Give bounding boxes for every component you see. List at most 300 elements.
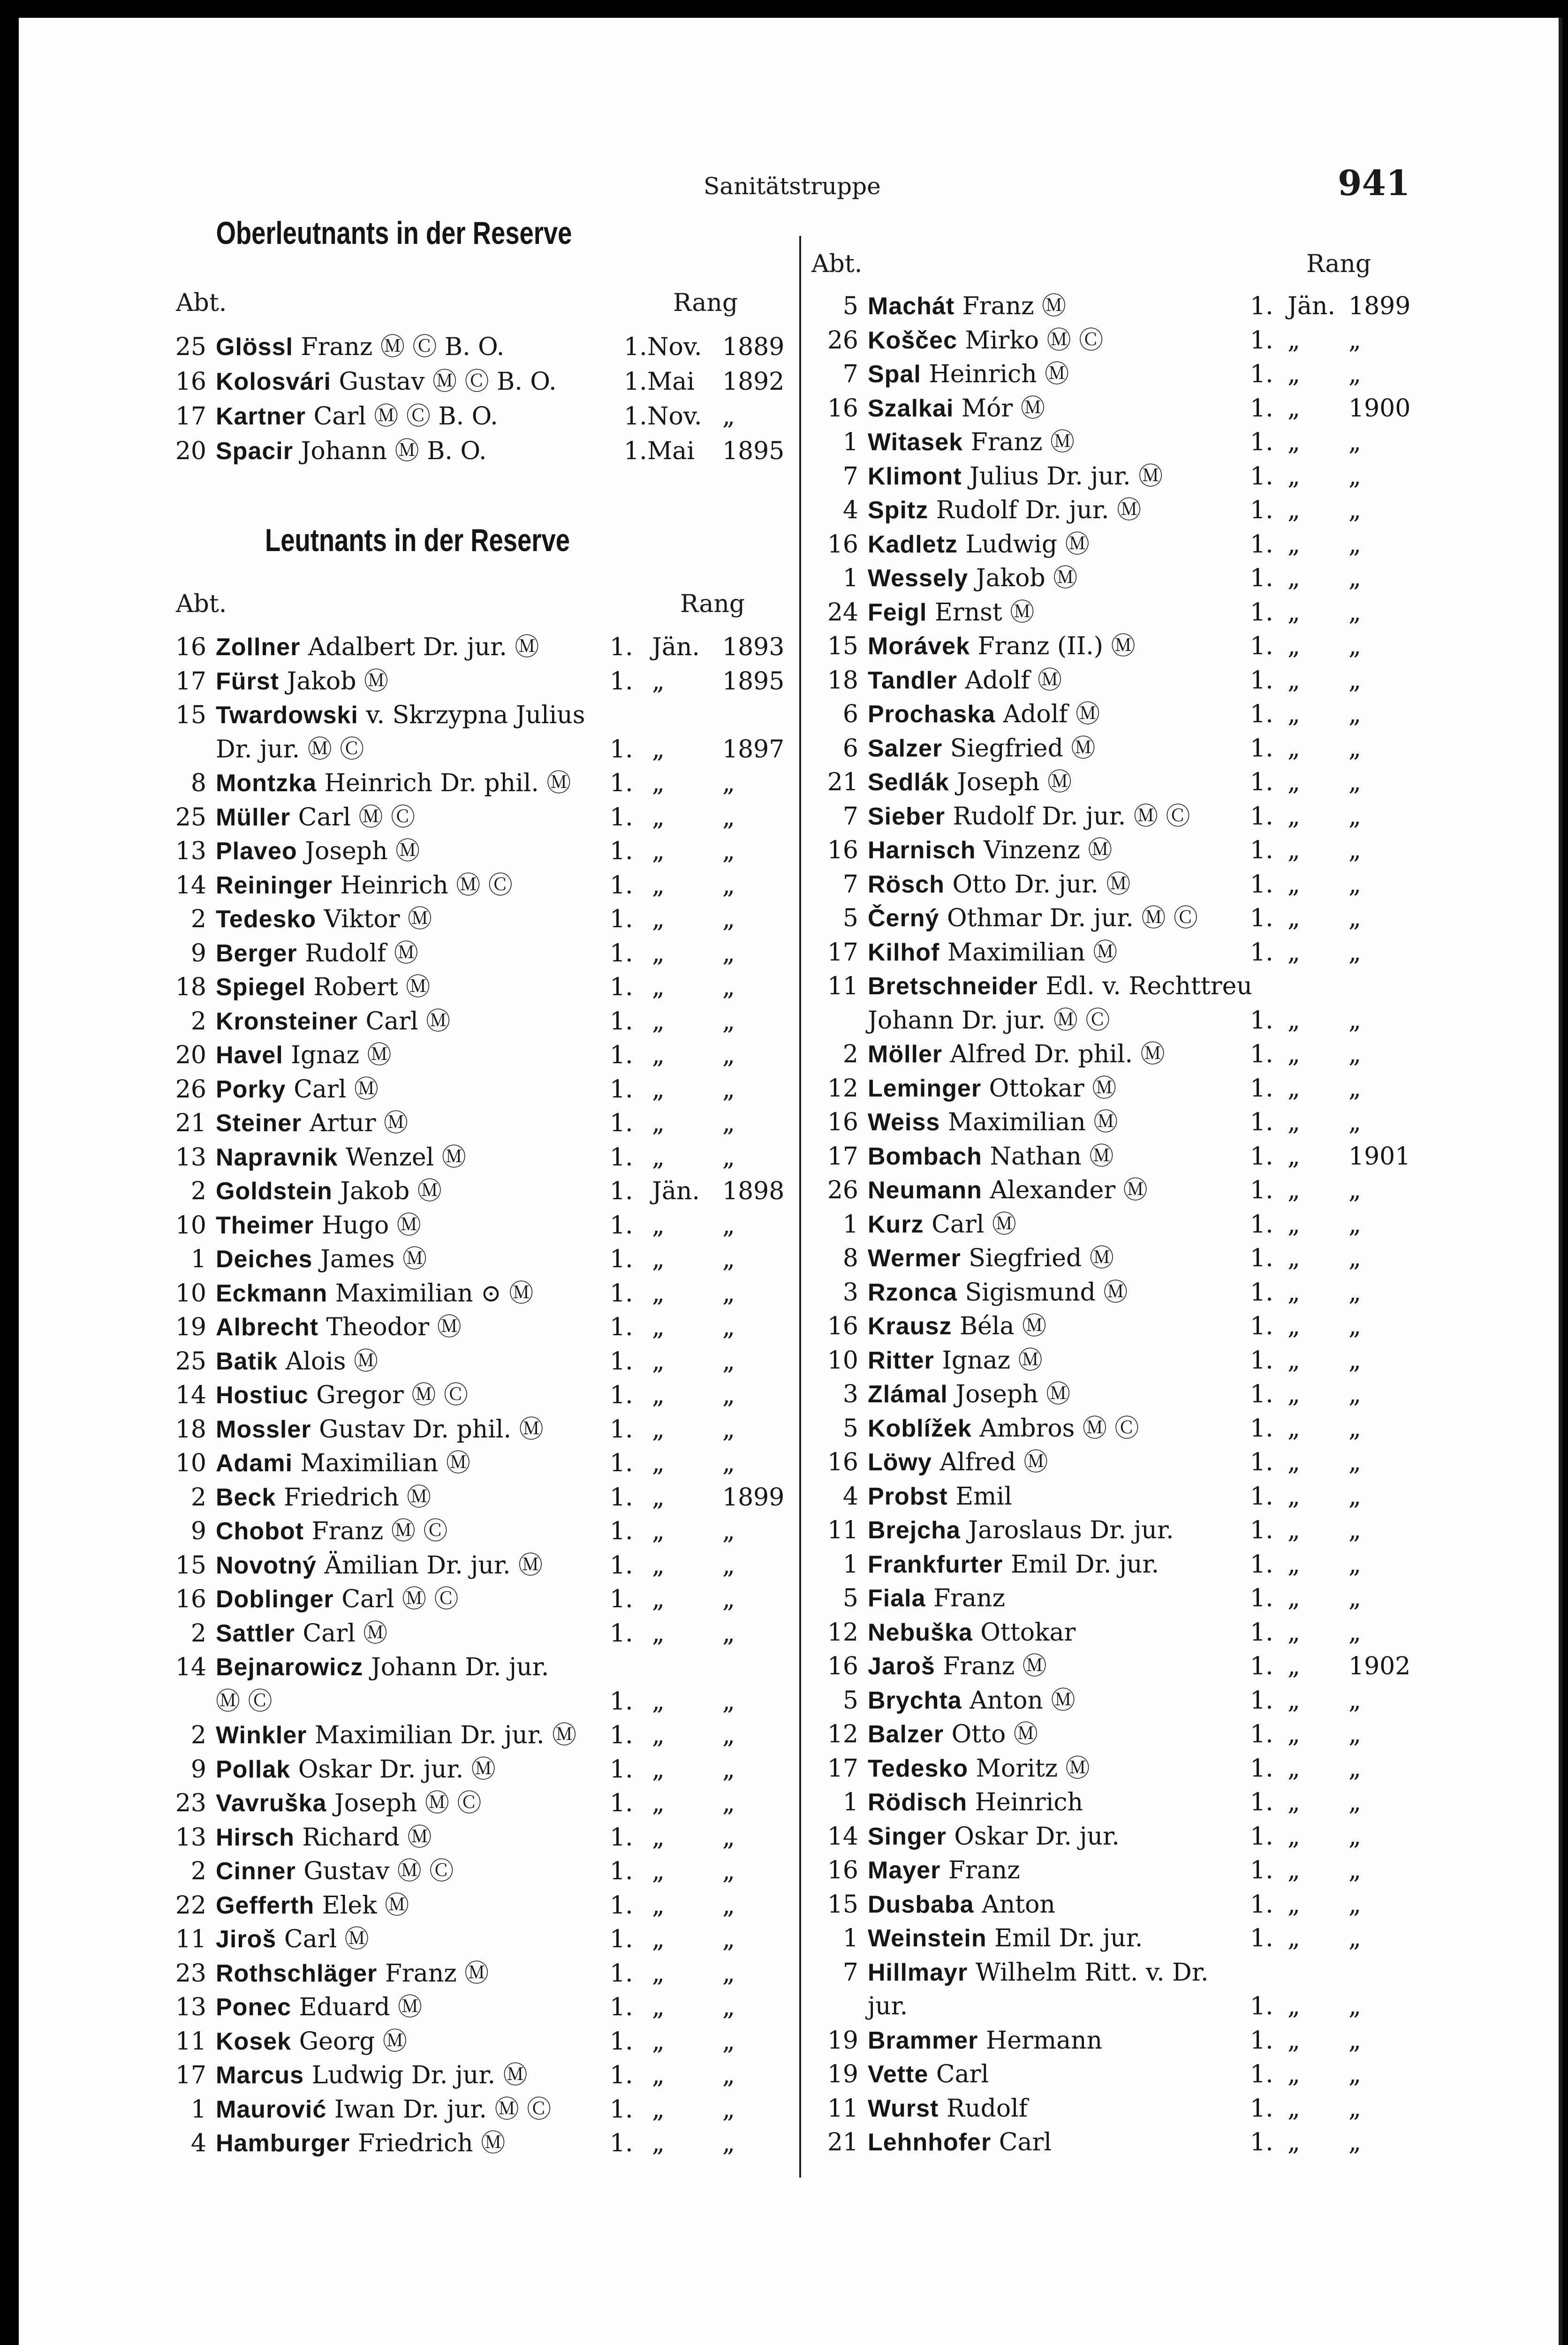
abteilung-number: 16 xyxy=(827,1652,858,1680)
given-name-and-marks: Carl Ⓜ xyxy=(365,1007,451,1036)
given-name-and-marks: Carl Ⓜ Ⓒ xyxy=(341,1585,459,1613)
rank-day: 1. xyxy=(610,1891,633,1920)
abteilung-number: 11 xyxy=(827,2094,858,2123)
rank-year: „ xyxy=(1348,1346,1361,1375)
rank-year: „ xyxy=(1348,1856,1361,1884)
abteilung-number: 22 xyxy=(175,1891,206,1920)
rank-year: „ xyxy=(722,1551,735,1580)
surname: Napravnik xyxy=(216,1143,338,1171)
rank-year: „ xyxy=(722,1993,735,2021)
surname: Neumann xyxy=(868,1177,982,1204)
person-name xyxy=(216,1140,466,1175)
rank-day: 1. xyxy=(1250,1346,1273,1375)
rank-month: „ xyxy=(1288,1414,1300,1443)
person-name xyxy=(216,1412,544,1447)
rank-month: „ xyxy=(1288,496,1300,524)
rank-year: 1895 xyxy=(722,437,785,465)
abteilung-number: 2 xyxy=(190,1857,206,1885)
given-name-and-marks: Heinrich xyxy=(975,1788,1083,1816)
rank-day: 1. xyxy=(610,803,633,832)
abteilung-number: 12 xyxy=(827,1618,858,1647)
given-name-and-marks: Franz Ⓜ Ⓒ B. O. xyxy=(301,333,505,361)
rank-year: „ xyxy=(722,2129,735,2157)
rank-year: 1889 xyxy=(722,333,785,361)
rank-year: „ xyxy=(722,1755,735,1784)
rank-month: „ xyxy=(1288,2128,1300,2156)
rank-day: 1. xyxy=(1250,1516,1273,1544)
rank-day: 1. xyxy=(610,633,633,661)
surname: Zollner xyxy=(216,634,301,661)
rank-month: „ xyxy=(652,803,665,832)
person-name xyxy=(868,289,1066,324)
person-name xyxy=(868,561,1077,596)
rank-year: 1899 xyxy=(1348,292,1411,320)
given-name-and-marks: Wilhelm Ritt. v. Dr. xyxy=(975,1958,1209,1987)
abteilung-number: 16 xyxy=(827,530,858,559)
given-name-and-marks: Adolf Ⓜ xyxy=(965,666,1062,695)
given-name-and-marks: Hugo Ⓜ xyxy=(321,1211,421,1240)
rank-day: 1. xyxy=(624,402,647,431)
rank-day: 1. xyxy=(1250,700,1273,728)
abteilung-number: 6 xyxy=(842,734,858,763)
rank-day: 1. xyxy=(1250,1584,1273,1612)
person-name xyxy=(868,1887,1055,1922)
abteilung-number: 10 xyxy=(175,1279,206,1308)
rank-year: „ xyxy=(722,1721,735,1749)
surname: Kurz xyxy=(868,1210,924,1238)
surname: Lehnhofer xyxy=(868,2129,992,2156)
rank-month: „ xyxy=(1288,2094,1300,2123)
person-name xyxy=(868,1819,1120,1854)
rank-month: „ xyxy=(652,735,665,764)
rank-year: „ xyxy=(722,1891,735,1920)
given-name-and-marks: Béla Ⓜ xyxy=(959,1312,1047,1340)
surname: Feigl xyxy=(868,598,927,626)
running-title: Sanitätstruppe xyxy=(704,173,881,200)
given-name-and-marks: Emil Dr. jur. xyxy=(994,1924,1143,1952)
rank-month: „ xyxy=(652,1517,665,1545)
rank-day: 1. xyxy=(1250,1550,1273,1579)
rank-day: 1. xyxy=(1250,734,1273,763)
rank-month: „ xyxy=(652,1721,665,1749)
given-name-and-marks: Carl Ⓜ xyxy=(932,1210,1016,1239)
given-name-and-marks: Joseph Ⓜ xyxy=(305,837,420,865)
rank-month: Nov. xyxy=(647,402,702,431)
rank-month: „ xyxy=(1288,1074,1300,1103)
person-name xyxy=(216,2058,528,2093)
person-name xyxy=(868,1921,1143,1956)
rank-month: „ xyxy=(1288,1142,1300,1171)
given-name-and-marks: Elek Ⓜ xyxy=(322,1891,409,1920)
rank-month: Jän. xyxy=(1288,292,1335,320)
rank-year: „ xyxy=(722,1347,735,1376)
person-name xyxy=(216,1276,533,1311)
person-name xyxy=(216,1072,379,1107)
abteilung-number: 16 xyxy=(827,1108,858,1136)
abteilung-number: 26 xyxy=(827,326,858,355)
rank-year: „ xyxy=(722,1143,735,1172)
person-name xyxy=(216,1310,462,1345)
given-name-and-marks: Robert Ⓜ xyxy=(313,973,431,1001)
person-name xyxy=(216,630,539,665)
given-name-and-marks: v. Skrzypna Julius xyxy=(366,701,585,729)
surname: Mayer xyxy=(868,1857,941,1884)
surname: Deiches xyxy=(216,1246,313,1273)
abteilung-number: 13 xyxy=(175,1143,206,1172)
person-name xyxy=(216,1174,442,1209)
given-name-and-marks: Maximilian Dr. jur. Ⓜ xyxy=(314,1721,577,1749)
document-page xyxy=(19,18,1559,2345)
abteilung-number: 17 xyxy=(827,1754,858,1783)
rank-day: 1. xyxy=(610,1619,633,1648)
abteilung-number: 8 xyxy=(842,1244,858,1272)
rank-day: 1. xyxy=(1250,1992,1273,2020)
abteilung-number: 16 xyxy=(175,368,206,396)
person-name xyxy=(216,399,498,434)
rank-year: „ xyxy=(1348,768,1361,796)
given-name-and-marks: Edl. v. Rechttreu xyxy=(1045,972,1252,1000)
person-name xyxy=(868,1003,1110,1038)
rank-month: „ xyxy=(1288,1618,1300,1647)
surname: Kosek xyxy=(216,2027,292,2055)
right-rang-header: Rang xyxy=(1306,250,1371,278)
rank-day: 1. xyxy=(610,1177,633,1205)
rank-month: „ xyxy=(1288,1448,1300,1476)
rank-day: 1. xyxy=(610,1687,633,1716)
rank-year: „ xyxy=(1348,1618,1361,1647)
rank-day: 1. xyxy=(610,1959,633,1988)
rank-month: „ xyxy=(1288,1686,1300,1715)
surname: Kolosvári xyxy=(216,368,331,395)
surname: Porky xyxy=(216,1075,286,1103)
abteilung-number: 4 xyxy=(842,496,858,524)
surname: Kilhof xyxy=(868,938,940,966)
person-name xyxy=(868,629,1136,664)
surname: Hamburger xyxy=(216,2130,350,2157)
rank-month: „ xyxy=(1288,1278,1300,1307)
abteilung-number: 5 xyxy=(842,1584,858,1612)
abteilung-number: 9 xyxy=(190,1755,206,1784)
rank-day: 1. xyxy=(1250,1278,1273,1307)
surname: Spitz xyxy=(868,497,929,524)
rank-year: „ xyxy=(1348,1584,1361,1612)
person-name xyxy=(868,697,1100,732)
surname: Batik xyxy=(216,1347,278,1375)
rank-year: „ xyxy=(1348,326,1361,355)
person-name xyxy=(868,799,1190,834)
rank-year: „ xyxy=(1348,1278,1361,1307)
rank-year: „ xyxy=(1348,700,1361,728)
given-name-and-marks: Jakob Ⓜ xyxy=(976,564,1078,592)
given-name-and-marks: Ignaz Ⓜ xyxy=(291,1041,392,1069)
rank-day: 1. xyxy=(610,1517,633,1545)
rank-month: „ xyxy=(1288,1584,1300,1612)
surname: Singer xyxy=(868,1823,947,1850)
rank-year: „ xyxy=(722,1245,735,1273)
rank-year: „ xyxy=(1348,2094,1361,2123)
abteilung-number: 10 xyxy=(175,1211,206,1240)
surname: Brejcha xyxy=(868,1517,961,1544)
surname: Doblinger xyxy=(216,1586,334,1613)
abteilung-number: 18 xyxy=(827,666,858,695)
person-name xyxy=(216,1582,459,1617)
rank-month: „ xyxy=(1288,1210,1300,1239)
person-name xyxy=(216,434,487,469)
person-name xyxy=(216,936,418,971)
given-name-and-marks: Eduard Ⓜ xyxy=(299,1993,423,2021)
surname: Kartner xyxy=(216,403,306,430)
surname: Hillmayr xyxy=(868,1959,968,1986)
person-name xyxy=(868,901,1198,936)
abteilung-number: 2 xyxy=(190,1483,206,1512)
surname: Rothschläger xyxy=(216,1959,378,1987)
given-name-and-marks: Gustav Ⓜ Ⓒ B. O. xyxy=(339,368,557,396)
given-name-and-marks: Emil xyxy=(955,1482,1012,1511)
given-name-and-marks: Sigismund Ⓜ xyxy=(965,1278,1128,1307)
rank-year: „ xyxy=(1348,1312,1361,1340)
abteilung-number: 25 xyxy=(175,803,206,832)
rank-month: „ xyxy=(1288,1890,1300,1919)
person-name xyxy=(216,2126,505,2161)
given-name-and-marks: Rudolf Ⓜ xyxy=(305,939,418,968)
person-name xyxy=(216,1038,392,1073)
person-name xyxy=(868,833,1112,868)
abteilung-number: 2 xyxy=(190,1721,206,1749)
person-name xyxy=(868,1105,1118,1140)
abteilung-number: 14 xyxy=(175,1653,206,1681)
abteilung-number: 17 xyxy=(175,402,206,431)
rank-month: „ xyxy=(652,2129,665,2157)
abteilung-number: 6 xyxy=(842,700,858,728)
rank-year: 1899 xyxy=(722,1483,785,1512)
abteilung-number: 1 xyxy=(842,1788,858,1816)
person-name xyxy=(868,1445,1048,1480)
rank-month: „ xyxy=(1288,1040,1300,1068)
rank-month: „ xyxy=(652,939,665,968)
abteilung-number: 4 xyxy=(190,2129,206,2157)
given-name-and-marks: Friedrich Ⓜ xyxy=(283,1483,432,1512)
rank-month: „ xyxy=(652,973,665,1001)
surname: Tandler xyxy=(868,666,957,694)
abteilung-number: 23 xyxy=(175,1789,206,1817)
abteilung-number: 15 xyxy=(175,701,206,729)
right-abt-header: Abt. xyxy=(811,250,863,278)
surname: Plaveo xyxy=(216,838,297,865)
rank-year: „ xyxy=(1348,802,1361,831)
given-name-and-marks: Alfred Ⓜ xyxy=(939,1448,1048,1476)
surname: Mossler xyxy=(216,1415,311,1443)
rank-month: „ xyxy=(1288,1924,1300,1952)
rank-month: „ xyxy=(652,1347,665,1376)
rank-month: „ xyxy=(1288,836,1300,864)
rank-month: „ xyxy=(652,1891,665,1920)
person-name xyxy=(216,1616,387,1651)
surname: Sieber xyxy=(868,802,945,830)
rank-day: 1. xyxy=(610,1381,633,1409)
surname: Witasek xyxy=(868,429,963,456)
person-name xyxy=(868,493,1141,528)
given-name-and-marks: Theodor Ⓜ xyxy=(326,1313,462,1341)
rank-month: „ xyxy=(1288,1754,1300,1783)
surname: Spacir xyxy=(216,438,293,465)
surname: Albrecht xyxy=(216,1314,318,1341)
person-name xyxy=(868,1989,908,2024)
rank-day: 1. xyxy=(610,1245,633,1273)
person-name xyxy=(868,1139,1114,1174)
abteilung-number: 2 xyxy=(190,905,206,933)
surname: Bretschneider xyxy=(868,973,1038,1000)
given-name-and-marks: Ottokar xyxy=(980,1618,1076,1647)
given-name-and-marks: Jakob Ⓜ xyxy=(287,667,389,696)
rank-year: „ xyxy=(1348,1516,1361,1544)
surname: Adami xyxy=(216,1450,293,1477)
rank-month: „ xyxy=(1288,1380,1300,1408)
rank-day: 1. xyxy=(1250,1822,1273,1851)
rank-day: 1. xyxy=(1250,2094,1273,2123)
abteilung-number: 17 xyxy=(175,2061,206,2089)
given-name-and-marks: Othmar Dr. jur. Ⓜ Ⓒ xyxy=(947,904,1198,932)
surname: Brychta xyxy=(868,1687,962,1714)
person-name xyxy=(868,2057,989,2092)
abteilung-number: 25 xyxy=(175,1347,206,1376)
person-name xyxy=(216,1684,273,1719)
given-name-and-marks: Carl Ⓜ xyxy=(294,1075,379,1104)
rank-year: „ xyxy=(1348,1482,1361,1511)
rank-year: „ xyxy=(1348,1550,1361,1579)
abteilung-number: 12 xyxy=(827,1074,858,1103)
rank-month: „ xyxy=(1288,734,1300,763)
rank-year: „ xyxy=(1348,1720,1361,1748)
surname: Brammer xyxy=(868,2027,978,2054)
rank-day: 1. xyxy=(1250,360,1273,388)
abteilung-number: 23 xyxy=(175,1959,206,1988)
surname: Dusbaba xyxy=(868,1891,974,1918)
surname: Hostiuc xyxy=(216,1382,309,1409)
surname: Winkler xyxy=(216,1722,307,1749)
rank-day: 1. xyxy=(610,1823,633,1852)
person-name xyxy=(216,1922,369,1957)
person-name xyxy=(868,1275,1128,1310)
abteilung-number: 16 xyxy=(827,1856,858,1884)
given-name-and-marks: Rudolf Dr. jur. Ⓜ Ⓒ xyxy=(953,802,1190,831)
rank-day: 1. xyxy=(610,1993,633,2021)
rank-year: „ xyxy=(1348,2026,1361,2055)
rank-year: „ xyxy=(1348,666,1361,695)
given-name-and-marks: Johann Dr. jur. Ⓜ Ⓒ xyxy=(868,1006,1110,1035)
surname: Balzer xyxy=(868,1721,944,1748)
rank-day: 1. xyxy=(1250,496,1273,524)
rank-month: „ xyxy=(1288,394,1300,423)
given-name-and-marks: Franz Ⓜ xyxy=(943,1652,1047,1680)
rank-month: „ xyxy=(1288,1516,1300,1544)
given-name-and-marks: Adalbert Dr. jur. Ⓜ xyxy=(308,633,539,661)
given-name-and-marks: Ambros Ⓜ Ⓒ xyxy=(979,1414,1139,1443)
surname: Wurst xyxy=(868,2095,939,2122)
abteilung-number: 16 xyxy=(175,633,206,661)
surname: Marcus xyxy=(216,2062,304,2089)
person-name xyxy=(216,1480,431,1515)
given-name-and-marks: Siegfried Ⓜ xyxy=(969,1244,1114,1272)
surname: Jaroš xyxy=(868,1653,935,1680)
rank-month: „ xyxy=(652,1381,665,1409)
surname: Vette xyxy=(868,2061,929,2088)
person-name xyxy=(216,364,556,399)
rank-day: 1. xyxy=(610,1143,633,1172)
surname: Hirsch xyxy=(216,1823,295,1851)
rank-month: „ xyxy=(652,871,665,900)
surname: Ritter xyxy=(868,1346,934,1374)
person-name xyxy=(216,698,585,733)
abteilung-number: 15 xyxy=(827,1890,858,1919)
rank-day: 1. xyxy=(1250,632,1273,660)
leutnants-abt-header: Abt. xyxy=(176,590,227,618)
abteilung-number: 17 xyxy=(827,938,858,967)
rank-month: „ xyxy=(652,905,665,933)
surname: Weinstein xyxy=(868,1925,987,1952)
surname: Machát xyxy=(868,293,955,320)
rank-month: „ xyxy=(1288,462,1300,491)
surname: Wermer xyxy=(868,1245,961,1272)
abteilung-number: 17 xyxy=(175,667,206,696)
rank-year: 1892 xyxy=(722,368,785,396)
abteilung-number: 24 xyxy=(827,598,858,627)
rank-month: „ xyxy=(1288,1856,1300,1884)
abteilung-number: 19 xyxy=(827,2060,858,2088)
abteilung-number: 7 xyxy=(842,360,858,388)
rank-year: „ xyxy=(722,769,735,797)
oberleutnants-abt-header: Abt. xyxy=(176,289,227,317)
rank-year: 1900 xyxy=(1348,394,1411,423)
rank-month: „ xyxy=(652,837,665,865)
rank-year: „ xyxy=(1348,1074,1361,1103)
abteilung-number: 16 xyxy=(175,1585,206,1613)
abteilung-number: 20 xyxy=(175,437,206,465)
surname: Tedesko xyxy=(868,1755,969,1782)
rank-day: 1. xyxy=(1250,2060,1273,2088)
surname: Beck xyxy=(216,1483,276,1511)
abteilung-number: 9 xyxy=(190,1517,206,1545)
rank-day: 1. xyxy=(610,769,633,797)
surname: Koščec xyxy=(868,326,957,354)
person-name xyxy=(216,1956,489,1991)
surname: Gefferth xyxy=(216,1891,315,1919)
rank-day: 1. xyxy=(1250,1040,1273,1068)
surname: Fürst xyxy=(216,667,279,695)
rank-year: „ xyxy=(722,837,735,865)
given-name-and-marks: Georg Ⓜ xyxy=(299,2027,407,2056)
rank-day: 1. xyxy=(1250,1618,1273,1647)
rank-day: 1. xyxy=(610,2129,633,2157)
rank-day: 1. xyxy=(1250,462,1273,491)
rank-day: 1. xyxy=(610,939,633,968)
rank-month: „ xyxy=(652,2095,665,2124)
page-number: 941 xyxy=(1338,163,1410,204)
rank-day: 1. xyxy=(610,837,633,865)
abteilung-number: 12 xyxy=(827,1720,858,1748)
abteilung-number: 1 xyxy=(842,1550,858,1579)
surname: Frankfurter xyxy=(868,1551,1003,1578)
rank-year: „ xyxy=(1348,904,1361,932)
person-name xyxy=(216,1446,470,1481)
abteilung-number: 2 xyxy=(842,1040,858,1068)
rank-day: 1. xyxy=(624,333,647,361)
surname: Cinner xyxy=(216,1858,296,1885)
person-name xyxy=(216,1344,378,1379)
person-name xyxy=(216,868,513,903)
surname: Rösch xyxy=(868,870,945,898)
section-title-leutnants: Leutnants in der Reserve xyxy=(265,522,570,558)
given-name-and-marks: Anton xyxy=(982,1890,1055,1919)
